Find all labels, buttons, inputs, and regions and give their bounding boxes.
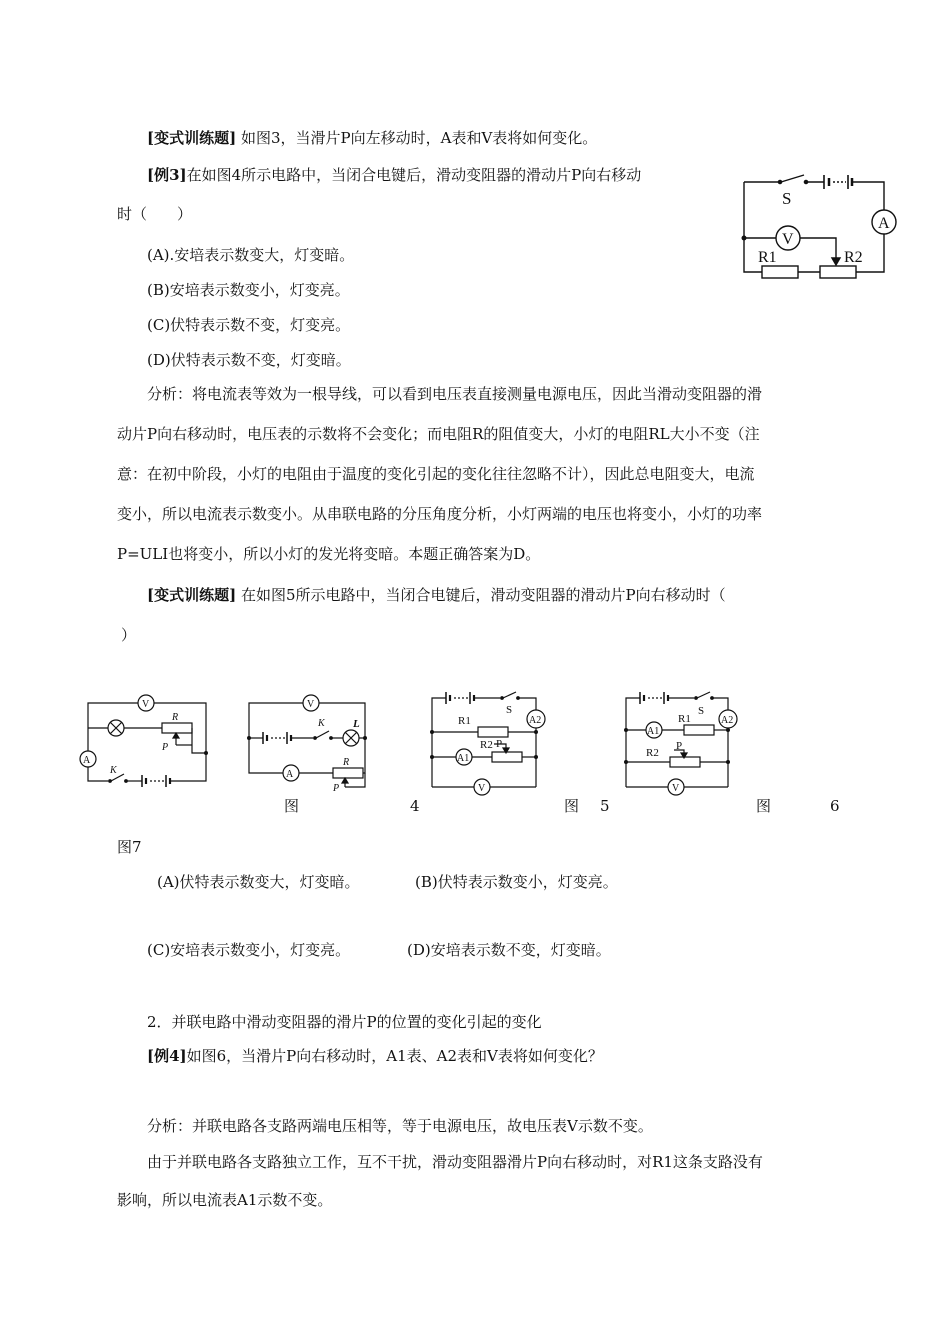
- variant-exercise-1: [147, 128, 597, 148]
- label-K: K: [318, 718, 325, 729]
- example-4: [147, 1046, 603, 1066]
- variant-tag: [变式训练题]: [147, 586, 237, 604]
- example-text: 如图6，当滑片P向右移动时，A1表、A2表和V表将如何变化？: [186, 1047, 603, 1065]
- label-A2: A2: [721, 715, 734, 726]
- option-b: (B)伏特表示数变小，灯变亮。: [415, 873, 618, 891]
- analysis-1-line-2: 动片P向右移动时，电压表的示数将不会变化；而电阻R的阻值变大，小灯的电阻RL大小不变（注: [117, 425, 760, 443]
- caption-fig: 图: [564, 797, 580, 815]
- circuit-figure-7b: [622, 690, 747, 800]
- label-R2: R2: [844, 249, 863, 266]
- circuit-figure-4: [738, 172, 908, 282]
- circuit-figure-5: [80, 693, 215, 793]
- example-3: [147, 165, 641, 185]
- caption-number-6: 6: [830, 797, 840, 815]
- label-P: P: [162, 742, 169, 753]
- option-d: (D)安培表示数不变，灯变暗。: [407, 941, 611, 959]
- label-A1: A1: [647, 726, 660, 737]
- variant-tag: [变式训练题]: [147, 129, 237, 147]
- label-A: A: [286, 769, 294, 780]
- analysis-1-line-4: 变小，所以电流表示数变小。从串联电路的分压角度分析，小灯两端的电压也将变小，小灯的功率: [117, 505, 763, 523]
- caption-fig-7: 图7: [117, 838, 142, 856]
- label-R1: R1: [758, 249, 777, 266]
- option-c: (C)伏特表示数不变，灯变亮。: [147, 316, 351, 334]
- example-3-cont: 时（ ）: [117, 205, 193, 223]
- circuit-figure-6: [245, 693, 375, 793]
- label-A2: A2: [529, 715, 542, 726]
- caption-number-5: 5: [600, 797, 610, 815]
- label-R2: R2: [480, 739, 493, 751]
- analysis-2-line-1: 分析：并联电路各支路两端电压相等，等于电源电压，故电压表V示数不变。: [147, 1117, 653, 1135]
- label-S: S: [782, 189, 792, 208]
- analysis-2-line-3: 影响，所以电流表A1示数不变。: [117, 1191, 333, 1209]
- label-P: P: [333, 783, 340, 794]
- label-V: V: [142, 699, 150, 710]
- caption-fig: 图: [284, 797, 300, 815]
- label-R2: R2: [646, 747, 659, 759]
- label-S: S: [698, 705, 705, 717]
- circuit-figure-7a: [428, 690, 553, 800]
- label-V: V: [782, 231, 794, 248]
- label-A: A: [878, 215, 890, 232]
- option-c: (C)安培表示数变小，灯变亮。: [147, 941, 351, 959]
- label-S: S: [506, 704, 513, 716]
- example-text: 在如图4所示电路中，当闭合电键后，滑动变阻器的滑动片P向右移动: [186, 166, 642, 184]
- label-V: V: [307, 699, 315, 710]
- analysis-1-line-5: P=ULI也将变小，所以小灯的发光将变暗。本题正确答案为D。: [117, 545, 541, 563]
- label-R: R: [343, 757, 350, 768]
- variant-exercise-2-cont: ）: [121, 626, 137, 644]
- caption-fig: 图: [756, 797, 772, 815]
- analysis-1-line-1: 分析：将电流表等效为一根导线，可以看到电压表直接测量电源电压，因此当滑动变阻器的滑: [147, 385, 763, 403]
- caption-number-4: 4: [410, 797, 420, 815]
- label-V: V: [478, 783, 486, 794]
- option-b: (B)安培表示数变小，灯变亮。: [147, 281, 350, 299]
- label-A1: A1: [457, 753, 470, 764]
- label-K: K: [110, 765, 117, 776]
- option-a: (A)伏特表示数变大，灯变暗。: [157, 873, 360, 891]
- label-P: P: [496, 738, 503, 750]
- option-a: (A).安培表示数变大，灯变暗。: [147, 246, 355, 264]
- variant-exercise-2: [147, 585, 726, 605]
- example-tag: [例3]: [147, 166, 187, 184]
- label-P: P: [676, 740, 683, 752]
- analysis-1-line-3: 意：在初中阶段，小灯的电阻由于温度的变化引起的变化往往忽略不计），因此总电阻变大，电流: [117, 465, 755, 483]
- label-R: R: [172, 712, 179, 723]
- section-2-heading: 2．并联电路中滑动变阻器的滑片P的位置的变化引起的变化: [147, 1013, 542, 1031]
- label-R1: R1: [678, 713, 691, 725]
- label-R1: R1: [458, 715, 471, 727]
- variant-text: 在如图5所示电路中，当闭合电键后，滑动变阻器的滑动片P向右移动时（: [240, 586, 726, 604]
- example-tag: [例4]: [147, 1047, 187, 1065]
- analysis-2-line-2: 由于并联电路各支路独立工作，互不干扰，滑动变阻器滑片P向右移动时，对R1这条支路没有: [147, 1153, 763, 1171]
- variant-text: 如图3，当滑片P向左移动时，A表和V表将如何变化。: [240, 129, 598, 147]
- label-V: V: [672, 783, 680, 794]
- label-L: L: [353, 718, 360, 730]
- option-d: (D)伏特表示数不变，灯变暗。: [147, 351, 351, 369]
- label-A: A: [83, 755, 91, 766]
